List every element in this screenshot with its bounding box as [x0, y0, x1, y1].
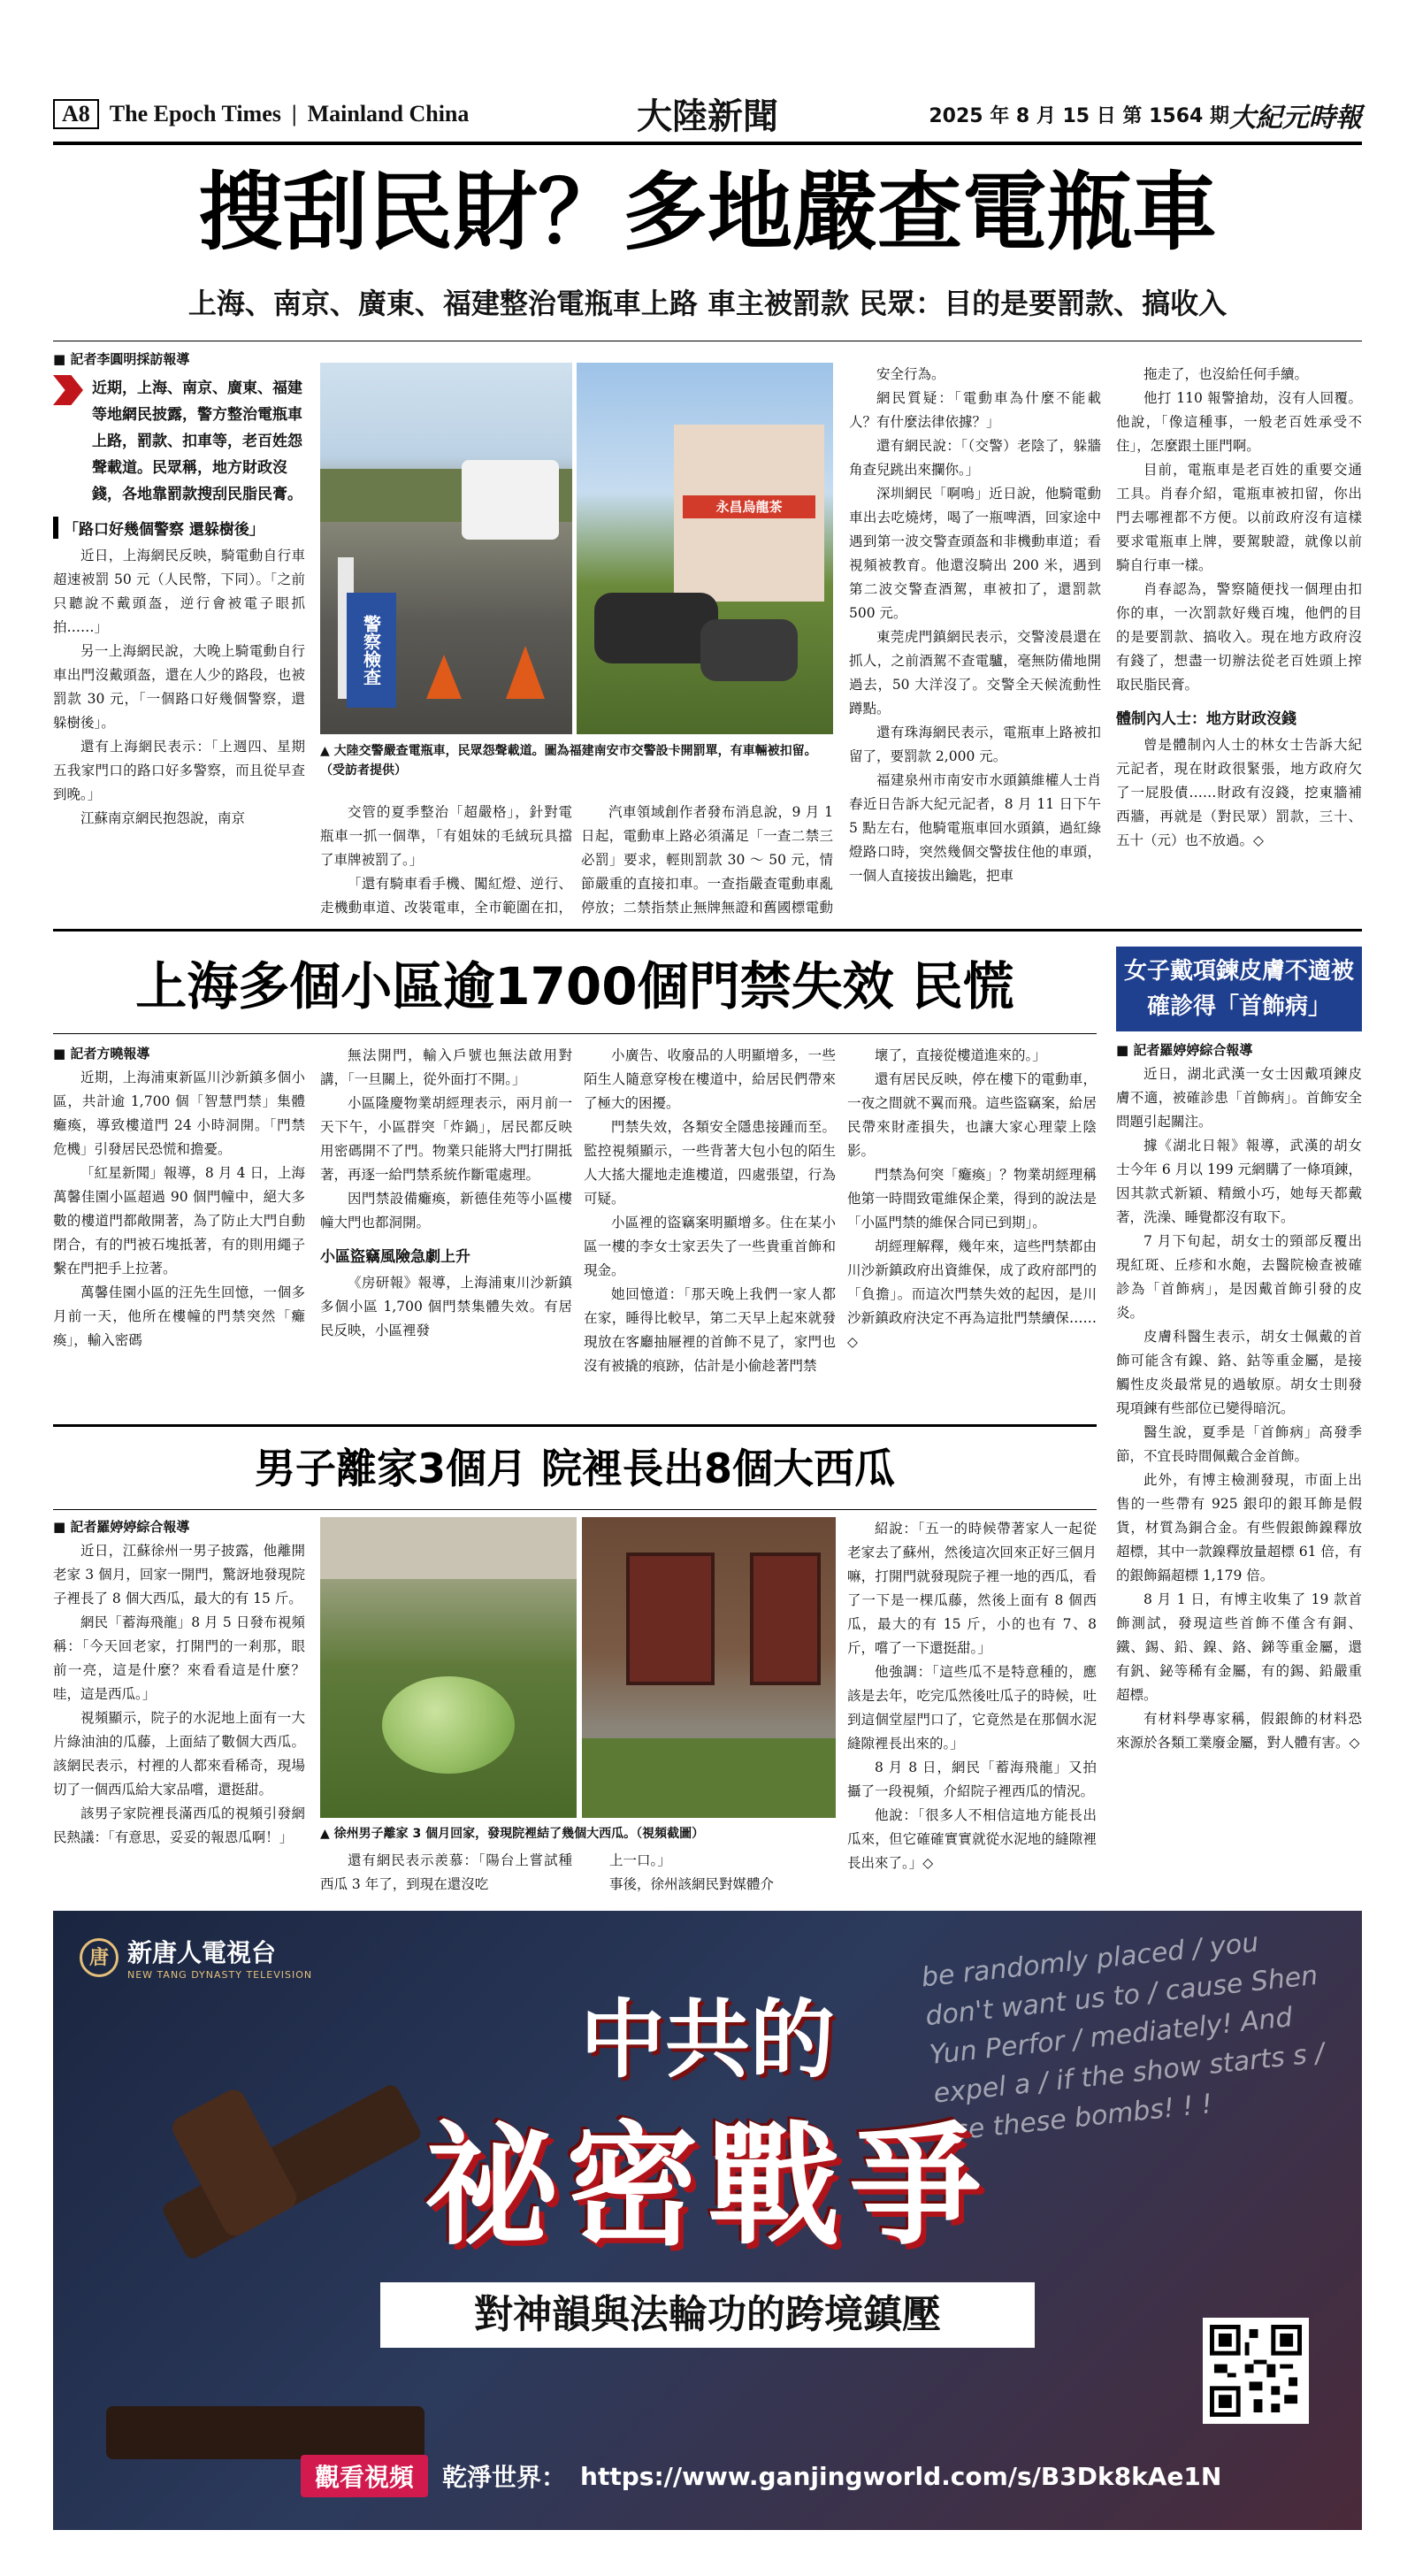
paragraph: 還有居民反映，停在樓下的電動車，一夜之間就不翼而飛。這些盜竊案，給居民帶來財產損失，也讓大家心理蒙上陰影。: [847, 1071, 1097, 1159]
paragraph: 該男子家院裡長滿西瓜的視頻引發網民熱議：「有意思，妥妥的報恩瓜啊！」: [53, 1806, 305, 1845]
sidebar-byline: ■ 記者羅婷婷綜合報導: [1116, 1040, 1362, 1059]
paragraph: 近日，江蘇徐州一男子披露，他離開老家 3 個月，回家一開門，驚訝地發現院子裡長了 8 個大西瓜，最大的有 15 斤。: [53, 1543, 305, 1606]
story3-col3: [582, 1849, 836, 1898]
paragraph: 他說：「很多人不相信這地方能長出瓜來，但它確確實實就從水泥地的縫隙裡長出來了。」◇: [847, 1807, 1097, 1871]
paragraph: 「還有騎車看手機、闖紅燈、逆行、走機動車道、改裝電車，全市範圍在扣，: [320, 876, 572, 916]
section-english: Mainland China: [307, 101, 470, 126]
qr-code[interactable]: [1203, 2318, 1309, 2424]
paragraph: 門禁失效，各類安全隱患接踵而至。監控視頻顯示，一些背著大包小包的陌生人大搖大擺地走進樓道，四處張望，行為可疑。: [584, 1119, 836, 1207]
story1-lead: 近期，上海、南京、廣東、福建等地網民披露，警方整治電瓶車上路，罰款、扣車等，老百姓怨聲載道。民眾稱，地方財政沒錢，各地靠罰款搜刮民脂民膏。: [92, 380, 302, 503]
paragraph: 萬馨佳園小區的汪先生回憶，一個多月前一天，他所在樓幢的門禁突然「癱瘓」，輸入密碼: [53, 1284, 305, 1348]
story1-section2-title: 體制內人士：地方財政沒錢: [1116, 710, 1296, 728]
paragraph: 交管的夏季整治「超嚴格」，針對電瓶車一抓一個準，「有姐妹的毛絨玩具擋了車牌被罰了。」: [320, 804, 572, 868]
paragraph: 皮膚科醫生表示，胡女士佩戴的首飾可能含有鎳、鉻、鈷等重金屬，是接觸性皮炎最常見的過敏原。胡女士則發現項鍊有些部位已變得暗沉。: [1116, 1329, 1362, 1416]
paragraph: 還有網民說：「（交警）老陰了，躲牆角查兒跳出來攔你。」: [849, 438, 1101, 478]
masthead-rule: [53, 142, 1362, 145]
paragraph: 網民質疑：「電動車為什麼不能載人？有什麼法律依據？」: [849, 390, 1101, 430]
paragraph: 他強調：「這些瓜不是特意種的，應該是去年，吃完瓜然後吐瓜子的時候，吐到這個堂屋門口了，它竟然是在那個水泥縫隙裡長出來的。」: [847, 1664, 1097, 1752]
page-number: A8: [53, 99, 99, 129]
story1-col1: [53, 349, 305, 916]
ad-subtitle: 對神韻與法輪功的跨境鎮壓: [380, 2282, 1035, 2348]
paragraph: 肖春認為，警察隨便找一個理由扣你的車，一次罰款好幾百塊，他們的目的是要罰款、搞收入。現在地方政府沒有錢了，想盡一切辦法從老百姓頭上搾取民脂民膏。: [1116, 581, 1362, 693]
paragraph: 胡經理解釋，幾年來，這些門禁都由川沙新鎮政府出資維保，成了政府部門的「負擔」。而這次門禁失效的起因，是川沙新鎮政府決定不再為這批門禁續保……◇: [847, 1238, 1097, 1350]
masthead: A8 The Epoch Times | Mainland China 大陸新聞 2025 年 8 月 15 日 第 1564 期 大紀元時報: [53, 88, 1362, 140]
story2-section-title: 小區盜竊風險急劇上升: [320, 1248, 470, 1266]
paragraph: 紹說：「五一的時候帶著家人一起從老家去了蘇州，然後這次回來正好三個月嘛，打開門就發現院子裡一地的西瓜，看了一下是一棵瓜藤，然後上面有 8 個西瓜，最大的有 15 斤，小的也有 7、8 斤，嚐了一下還挺甜。」: [847, 1521, 1097, 1656]
sidebar-headline: 女子戴項鍊皮膚不適被確診得「首飾病」: [1116, 947, 1362, 1031]
paragraph: 有材料學專家稱，假銀飾的材料恐來源於各類工業廢金屬，對人體有害。◇: [1116, 1711, 1362, 1751]
story2-byline: ■ 記者方曉報導: [53, 1044, 305, 1062]
story1-photo-caption: ▲ 大陸交警嚴查電瓶車，民眾怨聲載道。圖為福建南安市交警設卡開罰單，有車輛被扣留。（受訪者提供）: [320, 741, 833, 780]
paragraph: 7 月下旬起，胡女士的頸部反覆出現紅斑、丘疹和水皰，去醫院檢查被確診為「首飾病」，是因戴首飾引發的皮炎。: [1116, 1233, 1362, 1321]
story1-col5: [1116, 363, 1362, 916]
police-sign: 警察檢查: [347, 593, 396, 708]
story2-col1: [53, 1044, 305, 1415]
paragraph: 8 月 1 日，有博主收集了 19 款首飾測試，發現這些首飾不僅含有銅、鐵、錫、鉛、鎳、鉻、銻等重金屬，還有釩、鉍等稀有金屬，有的錫、鉛嚴重超標。: [1116, 1591, 1362, 1703]
paragraph: 目前，電瓶車是老百姓的重要交通工具。肖春介紹，電瓶車被扣留，你出門去哪裡都不方便。以前政府沒有這樣要求電瓶車上牌，要駕駛證，就像以前騎自行車一樣。: [1116, 462, 1362, 573]
ntd-emblem-icon: 唐: [80, 1938, 119, 1977]
paragraph: 小區隆慶物業胡經理表示，兩月前一天下午，小區群突「炸鍋」，居民都反映用密碼開不了門。物業只能將大門打開抵著，再逐一給門禁系統作斷電處理。: [320, 1095, 572, 1183]
story2-col2: [320, 1044, 572, 1415]
story1-section1-title: 「路口好幾個警察 還躲樹後」: [53, 517, 305, 539]
story3-headline: 男子離家3個月 院裡長出8個大西瓜: [254, 1445, 896, 1492]
story1-col2: [320, 801, 572, 916]
paragraph: 《房研報》報導，上海浦東川沙新鎮多個小區 1,700 個門禁集體失效。有居民反映，小區裡發: [320, 1275, 572, 1338]
story1-col4: [849, 363, 1101, 916]
paragraph: 另一上海網民說，大晚上騎電動自行車出門沒戴頭盔，還在人少的路段，也被罰款 30 元，「一個路口好幾個警察，還躲樹後」。: [53, 643, 305, 731]
paragraph: 拖走了，也沒給任何手續。: [1143, 366, 1309, 382]
link-label: 乾淨世界：: [442, 2463, 567, 2492]
paragraph: 曾是體制內人士的林女士告訴大紀元記者，現在財政很緊張，地方政府欠了一屁股債……財政有沒錢，挖東牆補西牆，再就是（對民眾）罰款，三十、五十（元）也不放過。◇: [1116, 737, 1362, 848]
paragraph: 小廣告、收廢品的人明顯增多，一些陌生人隨意穿梭在樓道中，給居民們帶來了極大的困擾。: [584, 1047, 836, 1111]
paragraph: 汽車領域創作者發布消息說，9 月 1 日起，電動車上路必須滿足「一查二禁三必罰」要求，輕則罰款 30 ～ 50 元，情節嚴重的直接扣車。一查指嚴查電動車亂停放；二禁指禁止無牌無證和舊國標電動: [581, 804, 833, 916]
paragraph: 無法開門，輸入戶號也無法啟用對講，「一旦關上，從外面打不開。」: [320, 1047, 572, 1087]
paragraph: 她回憶道：「那天晚上我們一家人都在家，睡得比較早，第二天早上起來就發現放在客廳抽屜裡的首飾不見了，家門也沒有被撬的痕跡，估計是小偷趁著門禁: [584, 1286, 836, 1374]
ad-title-top: 中共的: [580, 1990, 835, 2089]
story3-col1: [53, 1517, 305, 1898]
ad-title-main: 祕密戰爭: [424, 2110, 990, 2264]
paragraph: 東莞虎門鎮網民表示，交警淩晨還在抓人，之前酒駕不查電驢，毫無防備地開過去，50 大洋沒了。交警全天候流動性蹲點。: [849, 629, 1101, 717]
ntd-advertisement: [53, 1911, 1362, 2530]
paragraph: 8 月 8 日，網民「蓄海飛龍」又拍攝了一段視頻，介紹院子裡西瓜的情況。: [847, 1760, 1097, 1799]
paragraph: 事後，徐州該網民對媒體介: [609, 1876, 775, 1892]
traffic-police-photo: [320, 363, 572, 734]
channel-name: 新唐人電視台: [127, 1938, 277, 1967]
story2-headline: 上海多個小區逾1700個門禁失效 民慌: [135, 956, 1014, 1016]
paper-name: The Epoch Times: [109, 101, 281, 126]
threat-letter-text: be randomly placed / you don't want us to / cause Shen Yun Perfor / mediately! And expel a / if the show starts s / use these bombs! ! !: [920, 1927, 1326, 2149]
story1-col3: [581, 801, 833, 916]
paragraph: 壞了，直接從樓道進來的。」: [875, 1047, 1046, 1063]
paragraph: 還有上海網民表示：「上週四、星期五我家門口的路口好多警察，而且從早查到晚。」: [53, 739, 305, 802]
paragraph: 門禁為何突「癱瘓」？物業胡經理稱他第一時間致電維保企業，得到的說法是「小區門禁的維保合同已到期」。: [847, 1167, 1097, 1230]
sidebar-story: [1116, 947, 1362, 1898]
video-link-bar: [301, 2455, 1221, 2497]
story2-col4: [847, 1044, 1097, 1415]
paragraph: 此外，有博主檢測發現，市面上出售的一些帶有 925 銀印的銀耳飾是假貨，材質為銅合金。有些假銀飾鎳釋放超標，其中一款鎳釋放量超標 61 倍，有的銀飾鎘超標 1,179 倍。: [1116, 1472, 1362, 1583]
paragraph: 小區裡的盜竊案明顯增多。住在某小區一樓的李女士家丟失了一些貴重首飾和現金。: [584, 1215, 836, 1278]
story3-photo-caption: ▲ 徐州男子離家 3 個月回家，發現院裡結了幾個大西瓜。（視頻截圖）: [320, 1824, 836, 1844]
story1-byline: ■ 記者李圓明採訪報導: [53, 349, 305, 368]
paragraph: 安全行為。: [876, 366, 945, 382]
story2-col3: [584, 1044, 836, 1415]
paragraph: 視頻顯示，院子的水泥地上面有一大片綠油油的瓜藤，上面結了數個大西瓜。該網民表示，村裡的人都來看稀奇，現場切了一個西瓜給大家品嚐，還挺甜。: [53, 1710, 305, 1798]
paragraph: 近日，上海網民反映，騎電動自行車超速被罰 50 元（人民幣，下同）。「之前只聽說不戴頭盔，逆行會被電子眼抓拍……」: [53, 548, 305, 635]
paragraph: 據《湖北日報》報導，武漢的胡女士今年 6 月以 199 元網購了一條項鍊，因其款式新穎、精緻小巧，她每天都戴著，洗澡、睡覺都沒有取下。: [1116, 1138, 1362, 1225]
paragraph: 醫生說，夏季是「首飾病」高發季節，不宜長時間佩戴合金首飾。: [1116, 1424, 1362, 1464]
newspaper-logo: 大紀元時報: [1229, 103, 1362, 134]
story3-byline: ■ 記者羅婷婷綜合報導: [53, 1517, 305, 1536]
paragraph: 近期，上海浦東新區川沙新鎮多個小區，共計逾 1,700 個「智慧門禁」集體癱瘓，導致樓道門 24 小時洞開。「門禁危機」引發居民恐慌和擔憂。: [53, 1070, 305, 1157]
shop-sign: 永昌烏龍茶: [683, 495, 815, 518]
watch-video-button[interactable]: 觀看視頻: [301, 2455, 428, 2497]
paragraph: 近日，湖北武漢一女士因戴項鍊皮膚不適，被確診患「首飾病」。首飾安全問題引起關注。: [1116, 1066, 1362, 1130]
courtyard-photo: [582, 1517, 836, 1818]
paragraph: 上一口。」: [609, 1852, 671, 1868]
scooter-street-photo: [577, 363, 833, 734]
paragraph: 他打 110 報警搶劫，沒有人回覆。他說，「像這種事，一般老百姓承受不住」，怎麼跟土匪門啊。: [1116, 390, 1362, 454]
watermelon-photo: [320, 1517, 577, 1818]
paragraph: 深圳網民「啊嗚」近日說，他騎電動車出去吃燒烤，喝了一瓶啤酒，回家途中遇到第一波交警查頭盔和非機動車道；看視頻被教育。他還沒騎出 200 米，遇到第二波交警查酒駕，車被扣了，還罰款 500 元。: [849, 486, 1101, 621]
issue-date: 2025 年 8 月 15 日 第 1564 期: [929, 105, 1229, 127]
story3-col4: [847, 1517, 1097, 1898]
paragraph: 因門禁設備癱瘓，新德佳苑等小區樓幢大門也都洞開。: [320, 1191, 572, 1230]
story1-headline: 搜刮民財？多地嚴查電瓶車: [198, 163, 1217, 262]
story3-col2: [320, 1849, 572, 1898]
paragraph: 還有網民表示羨慕：「陽台上嘗試種西瓜 3 年了，到現在還沒吃: [320, 1852, 572, 1892]
paragraph: 「紅星新聞」報導，8 月 4 日，上海萬馨佳園小區超過 90 個門幢中，絕大多數的樓道門都敞開著，為了防止大門自動閉合，有的門被石塊抵著，有的則用繩子繫在門把手上拉著。: [53, 1165, 305, 1276]
section-title: 大陸新聞: [637, 96, 778, 137]
channel-name-en: NEW TANG DYNASTY TELEVISION: [127, 1969, 313, 1981]
story1-subhead: 上海、南京、廣東、福建整治電瓶車上路 車主被罰款 民眾：目的是要罰款、搞收入: [187, 287, 1228, 320]
video-url-link[interactable]: https://www.ganjingworld.com/s/B3Dk8kAe1N: [580, 2461, 1222, 2491]
paragraph: 江蘇南京網民抱怨說，南京: [80, 810, 246, 826]
paragraph: 網民「蓄海飛龍」8 月 5 日發布視頻稱：「今天回老家，打開門的一剎那，眼前一亮，這是什麼？來看看這是什麼？哇，這是西瓜。」: [53, 1614, 305, 1702]
paragraph: 還有珠海網民表示，電瓶車上路被扣留了，要罰款 2,000 元。: [849, 724, 1101, 764]
lead-arrow-icon: [53, 375, 83, 405]
paragraph: 福建泉州市南安市水頭鎮維權人士肖春近日告訴大紀元記者，8 月 11 日下午 5 點左右，他騎電瓶車回水頭鎮，過紅綠燈路口時，突然幾個交警拔住他的車頭，一個人直接拔出鑰匙，把車: [849, 772, 1101, 884]
